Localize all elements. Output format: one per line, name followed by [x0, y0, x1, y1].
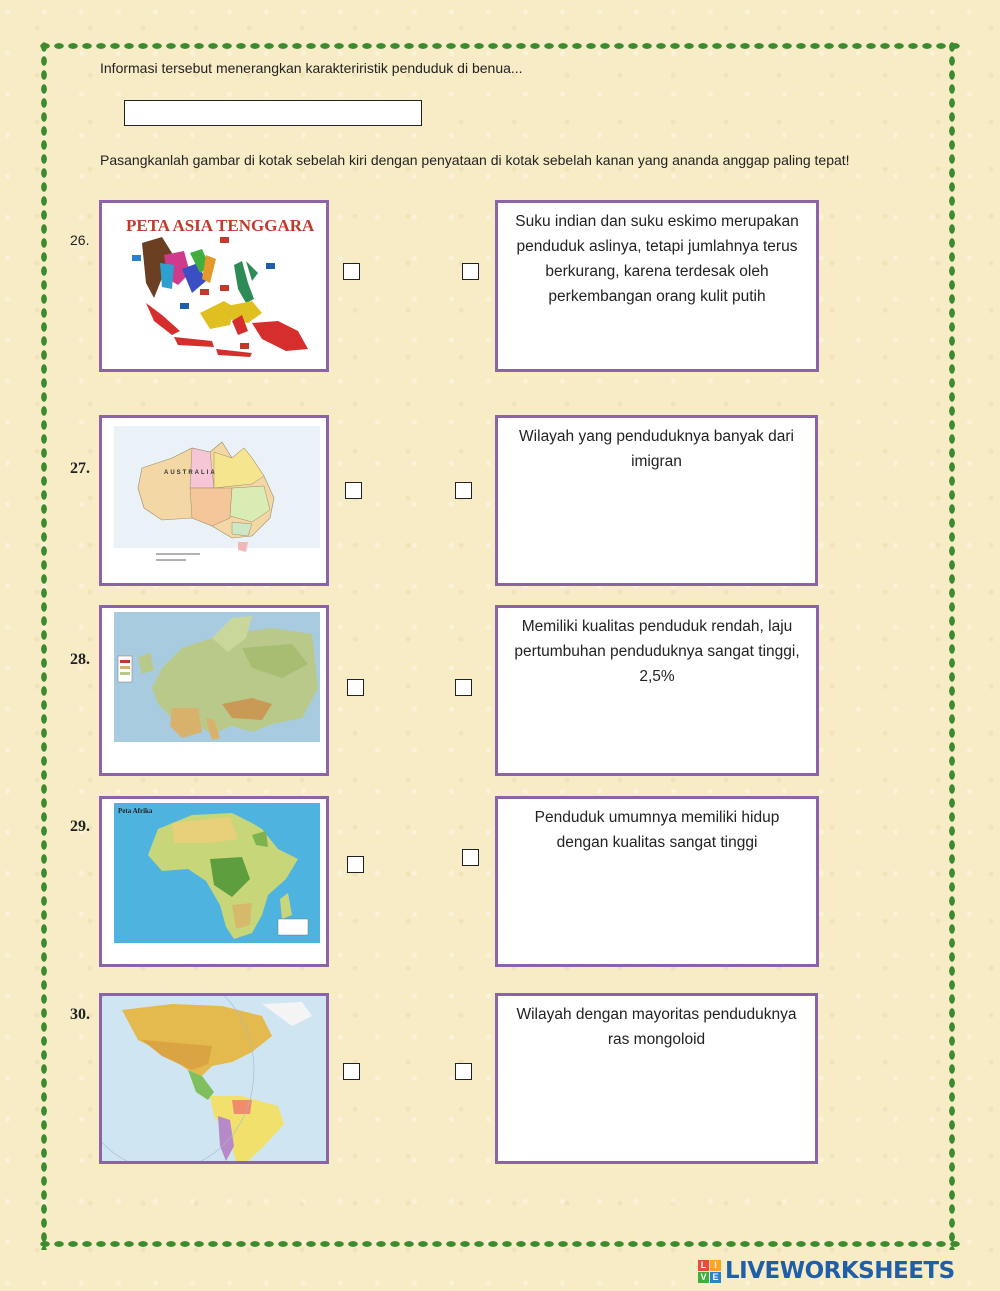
holly-border-bottom	[38, 1238, 960, 1250]
question-number: 26.	[70, 232, 90, 248]
holly-border-right	[946, 40, 958, 1250]
checkbox-left-27[interactable]	[345, 482, 362, 499]
holly-border-top	[38, 40, 960, 52]
statement-box-5	[495, 993, 818, 1164]
question-number: 27.	[70, 460, 90, 477]
map-australia	[99, 415, 329, 586]
statement-text: Suku indian dan suku eskimo merupakan penduduk aslinya, tetapi jumlahnya terus berkurang, karena terdesak oleh perkembangan orang kulit putih	[515, 213, 799, 305]
statement-text: Wilayah dengan mayoritas penduduknya ras mongoloid	[516, 1006, 797, 1048]
map-americas	[99, 993, 329, 1164]
checkbox-right-26[interactable]	[462, 263, 479, 280]
statement-text: Memiliki kualitas penduduk rendah, laju pertumbuhan penduduknya sangat tinggi, 2,5%	[514, 618, 800, 685]
map-title: Peta Afrika	[118, 807, 153, 815]
holly-border-left	[38, 40, 50, 1250]
checkbox-right-28[interactable]	[455, 679, 472, 696]
map-title: PETA ASIA TENGGARA	[126, 216, 315, 235]
statement-text: Wilayah yang penduduknya banyak dari imigran	[519, 428, 794, 470]
map-africa	[99, 796, 329, 967]
brand-name: LIVEWORKSHEETS	[725, 1258, 955, 1284]
map-title: AUSTRALIA	[164, 470, 217, 476]
map-southeast-asia	[99, 200, 329, 372]
question-number: 30.	[70, 1006, 90, 1023]
americas-map-image	[102, 996, 326, 1161]
statement-text: Penduduk umumnya memiliki hidup dengan kualitas sangat tinggi	[534, 809, 780, 851]
southeast-asia-map-image	[102, 203, 326, 369]
map-europe	[99, 605, 329, 776]
checkbox-left-30[interactable]	[343, 1063, 360, 1080]
answer-input-continent[interactable]	[124, 100, 422, 126]
australia-map-image	[102, 418, 326, 583]
question-number: 28.	[70, 651, 90, 668]
checkbox-left-29[interactable]	[347, 856, 364, 873]
statement-box-3	[495, 605, 819, 776]
statement-box-4	[495, 796, 819, 967]
statement-box-2	[495, 415, 818, 586]
question-number: 29.	[70, 818, 90, 835]
instruction-matching: Pasangkanlah gambar di kotak sebelah kiri dengan penyataan di kotak sebelah kanan yang ananda anggap paling tepat!	[100, 152, 850, 168]
checkbox-left-26[interactable]	[343, 263, 360, 280]
checkbox-right-27[interactable]	[455, 482, 472, 499]
liveworksheets-logo-icon: L I V E	[698, 1260, 721, 1283]
checkbox-right-30[interactable]	[455, 1063, 472, 1080]
africa-map-image	[102, 799, 326, 964]
europe-map-image	[102, 608, 326, 773]
checkbox-right-29[interactable]	[462, 849, 479, 866]
statement-box-1	[495, 200, 819, 372]
liveworksheets-logo	[698, 1258, 955, 1284]
instruction-continent: Informasi tersebut menerangkan karakteriristik penduduk di benua...	[100, 60, 523, 76]
checkbox-left-28[interactable]	[347, 679, 364, 696]
